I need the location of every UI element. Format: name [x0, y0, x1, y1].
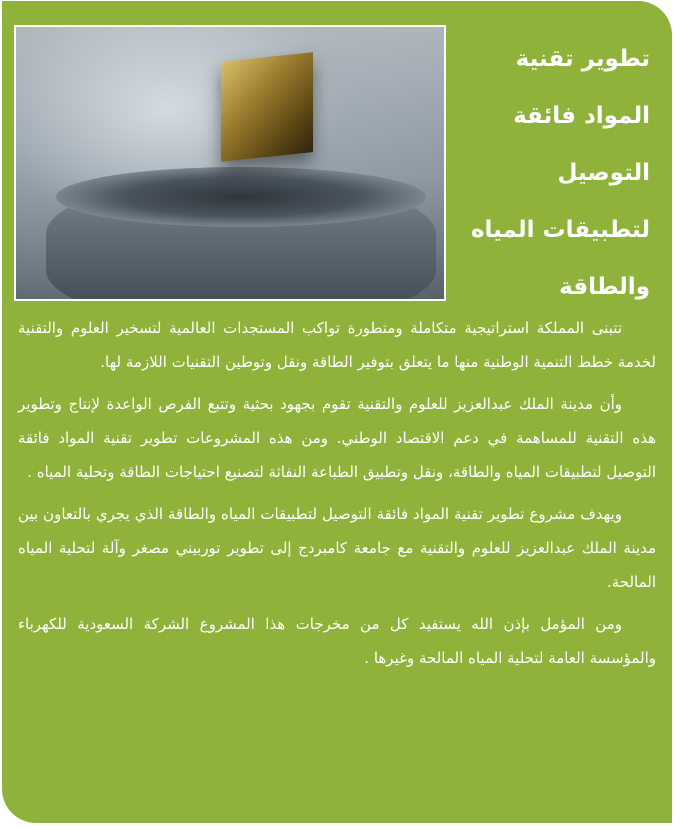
- superconductor-disk-top: [56, 167, 426, 227]
- levitating-superconductor-photo: [14, 25, 446, 301]
- paragraph-2: وأن مدينة الملك عبدالعزيز للعلوم والتقنية تقوم بجهود بحثية وتتبع الفرص الواعدة لإنتاج وتطوير هذه التقنية للمساهمة في دعم الاقتصاد الوطني. ومن هذه المشروعات تطوير تقنية المواد فائقة التوصيل لتطبيقات المياه والطاقة، ونقل وتطبيق الطباعة النفاثة لتصنيع احتياجات الطاقة وتحلية المياه .: [18, 395, 656, 481]
- paragraph-1: تتبنى المملكة استراتيجية متكاملة ومتطورة تواكب المستجدات العالمية لتسخير العلوم والتقنية لخدمة خطط التنمية الوطنية منها ما يتعلق بتوفير الطاقة ونقل وتوطين التقنيات اللازمة لها.: [18, 319, 656, 371]
- article-body: [18, 311, 656, 683]
- paragraph-4: ومن المؤمل بإذن الله يستفيد كل من مخرجات هذا المشروع الشركة السعودية للكهرباء والمؤسسة العامة لتحلية المياه المالحة وغيرها .: [18, 615, 656, 667]
- levitating-magnet: [221, 52, 313, 162]
- article-title: تطوير تقنية المواد فائقة التوصيل لتطبيقات المياه والطاقة: [470, 46, 650, 300]
- paragraph-3: ويهدف مشروع تطوير تقنية المواد فائقة التوصيل لتطبيقات المياه والطاقة الذي يجري بالتعاون بين مدينة الملك عبدالعزيز للعلوم والتقنية مع جامعة كامبردج إلى تطوير توربيني مصغر وآلة لتحلية المياه المالحة.: [18, 505, 656, 591]
- article-card: [2, 1, 672, 823]
